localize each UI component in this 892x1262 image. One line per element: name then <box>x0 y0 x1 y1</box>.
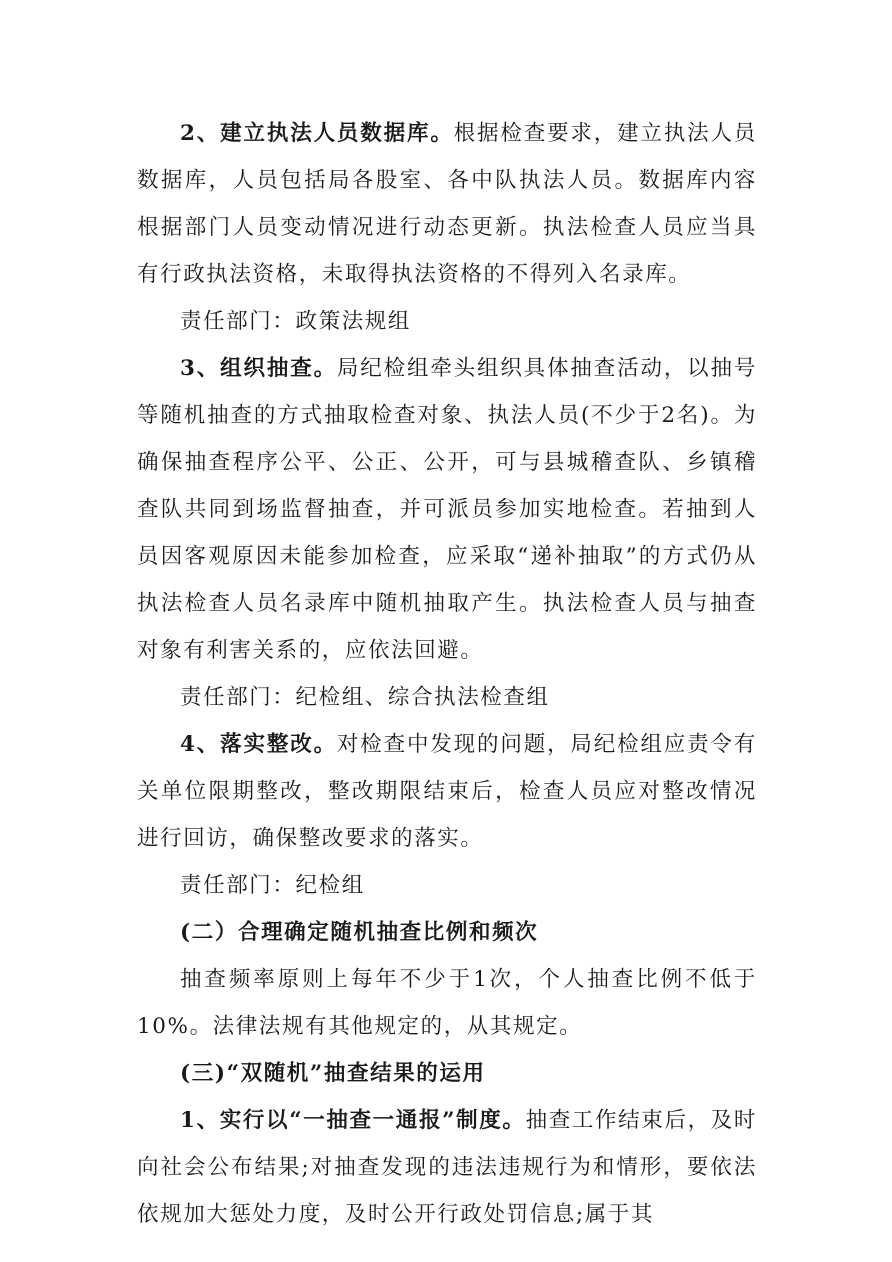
item-4-text: 对检查中发现的问题，局纪检组应责令有关单位限期整改，整改期限结束后，检查人员应对整改情况进行回访，确保整改要求的落实。 <box>137 732 757 851</box>
item-3-text: 局纪检组牵头组织具体抽查活动，以抽号等随机抽查的方式抽取检查对象、执法人员(不少于2名)。为确保抽查程序公平、公正、公开，可与县城稽查队、乡镇稽查队共同到场监督抽查，并可派员参加实地检查。若抽到人员因客观原因未能参加检查，应采取“递补抽取”的方式仍从执法检查人员名录库中随机抽取产生。执法检查人员与抽查对象有利害关系的，应依法回避。 <box>137 356 757 663</box>
document-body <box>137 110 757 1238</box>
section-3-item-1-heading: 1、实行以“一抽查一通报”制度。 <box>180 1108 526 1133</box>
item-4-heading: 4、落实整改。 <box>180 732 337 757</box>
item-3-paragraph <box>137 345 757 674</box>
section-3-title: (三)“双随机”抽查结果的运用 <box>180 1061 486 1086</box>
item-4-paragraph <box>137 721 757 862</box>
item-3-heading: 3、组织抽查。 <box>180 356 337 381</box>
item-4-responsible: 责任部门：纪检组 <box>180 873 365 898</box>
item-3-responsible: 责任部门：纪检组、综合执法检查组 <box>180 685 550 710</box>
section-3-item-1-text: 抽查工作结束后，及时向社会公布结果;对抽查发现的违法违规行为和情形，要依法依规加大惩处力度，及时公开行政处罚信息;属于其 <box>137 1108 757 1227</box>
item-2-heading: 2、建立执法人员数据库。 <box>180 121 454 146</box>
item-2-paragraph <box>137 110 757 298</box>
item-2-responsible: 责任部门：政策法规组 <box>180 309 412 334</box>
section-3-item-1-paragraph <box>137 1097 757 1238</box>
section-2-title: (二）合理确定随机抽查比例和频次 <box>180 920 539 945</box>
section-2-text: 抽查频率原则上每年不少于1次，个人抽查比例不低于10%。法律法规有其他规定的，从其规定。 <box>137 967 757 1039</box>
item-2-text: 根据检查要求，建立执法人员数据库，人员包括局各股室、各中队执法人员。数据库内容根据部门人员变动情况进行动态更新。执法检查人员应当具有行政执法资格，未取得执法资格的不得列入名录库。 <box>137 121 757 287</box>
